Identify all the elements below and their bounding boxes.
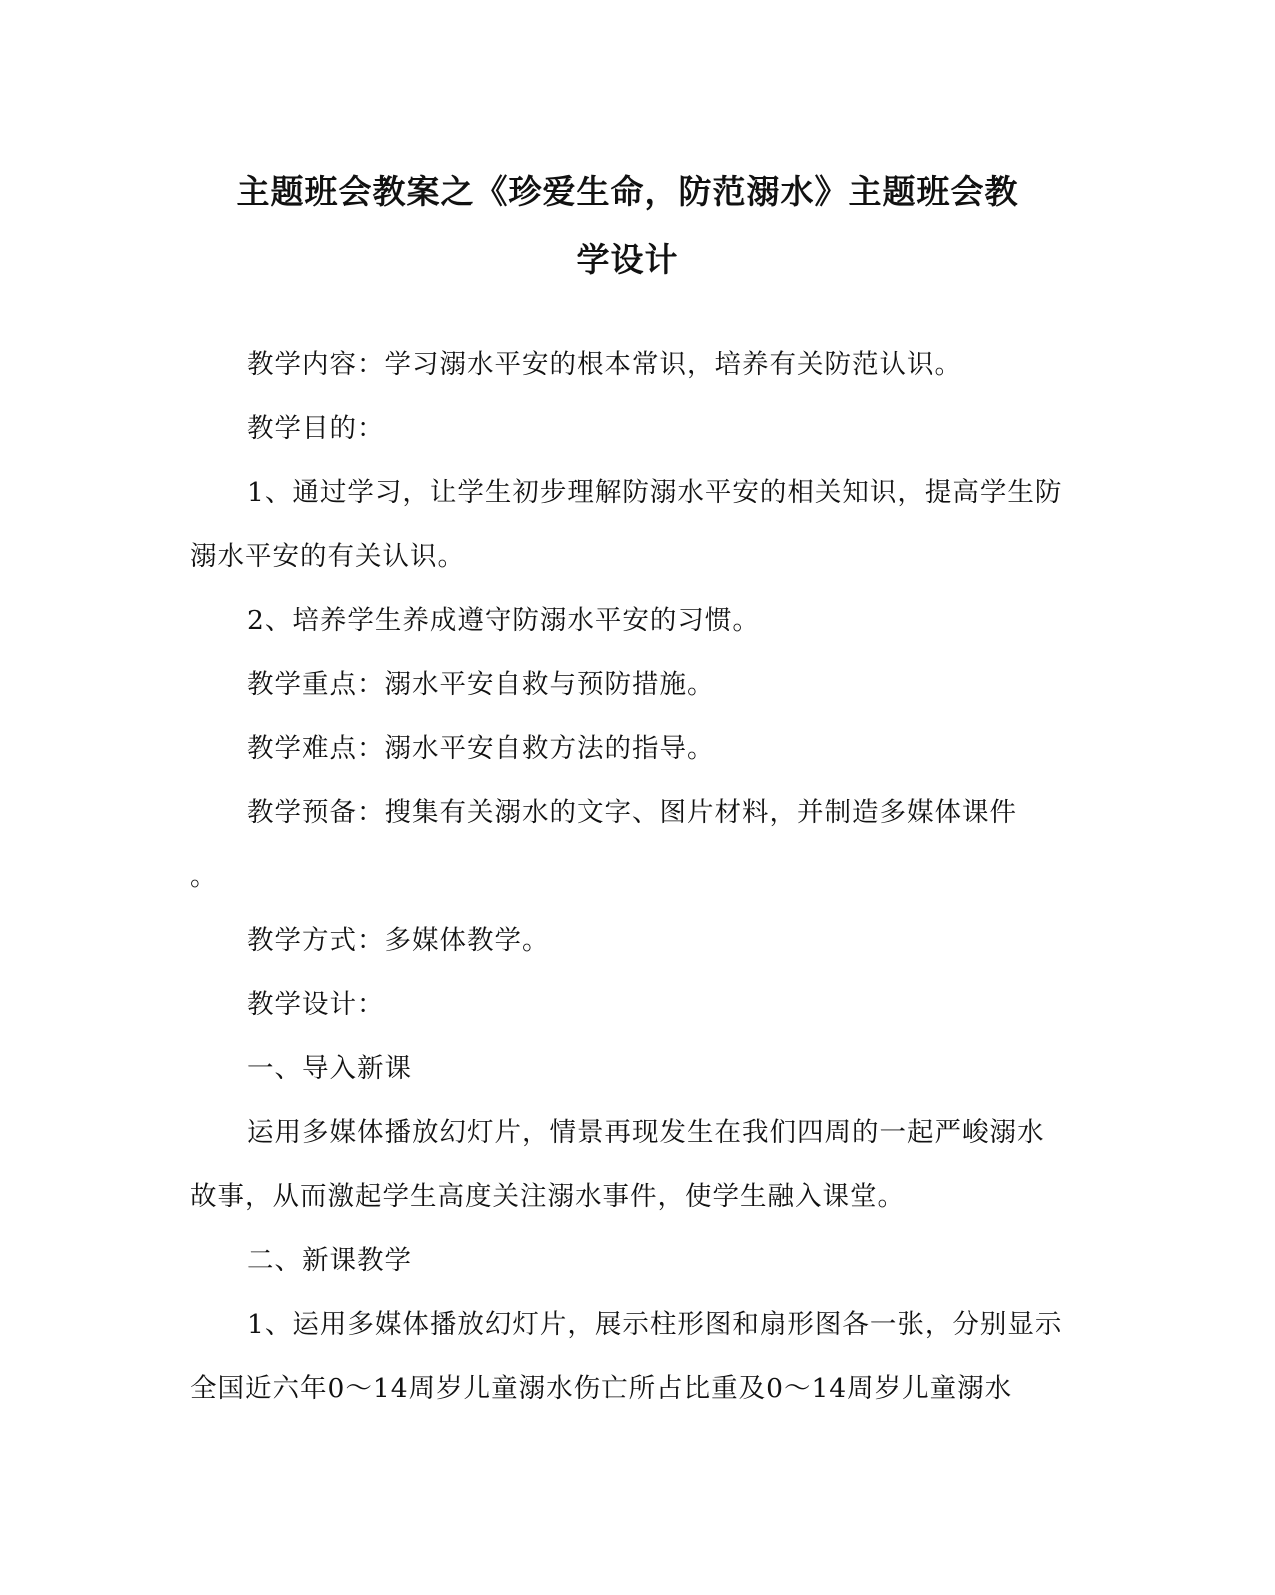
title-line-2: 学设计 xyxy=(576,240,679,279)
paragraph-teaching-content: 教学内容：学习溺水平安的根本常识，培养有关防范认识。 xyxy=(247,349,962,380)
document-body xyxy=(190,333,1065,1421)
paragraph-preparation-end: 。 xyxy=(190,861,218,892)
paragraph-intro: 运用多媒体播放幻灯片，情景再现发生在我们四周的一起严峻溺水故事，从而激起学生高度关注溺水事件，使学生融入课堂。 xyxy=(190,1117,1045,1212)
paragraph-new-lesson-1: 1、运用多媒体播放幻灯片，展示柱形图和扇形图各一张，分别显示全国近六年0～14周岁儿童溺水伤亡所占比重及0～14周岁儿童溺水 xyxy=(190,1309,1063,1404)
paragraph-teaching-goal-heading: 教学目的： xyxy=(247,413,385,444)
paragraph-difficulty: 教学难点：溺水平安自救方法的指导。 xyxy=(247,733,715,764)
paragraph-teaching-method: 教学方式：多媒体教学。 xyxy=(247,925,550,956)
document-title xyxy=(190,158,1065,294)
paragraph-key-point: 教学重点：溺水平安自救与预防措施。 xyxy=(247,669,715,700)
paragraph-goal-2: 2、培养学生养成遵守防溺水平安的习惯。 xyxy=(247,605,760,636)
paragraph-goal-1: 1、通过学习，让学生初步理解防溺水平安的相关知识，提高学生防溺水平安的有关认识。 xyxy=(190,477,1063,572)
section-heading-intro: 一、导入新课 xyxy=(247,1053,412,1084)
paragraph-preparation: 教学预备：搜集有关溺水的文字、图片材料，并制造多媒体课件 xyxy=(247,797,1017,828)
title-line-1: 主题班会教案之《珍爱生命，防范溺水》主题班会教 xyxy=(236,172,1019,211)
paragraph-teaching-design-heading: 教学设计： xyxy=(247,989,385,1020)
section-heading-new-lesson: 二、新课教学 xyxy=(247,1245,412,1276)
